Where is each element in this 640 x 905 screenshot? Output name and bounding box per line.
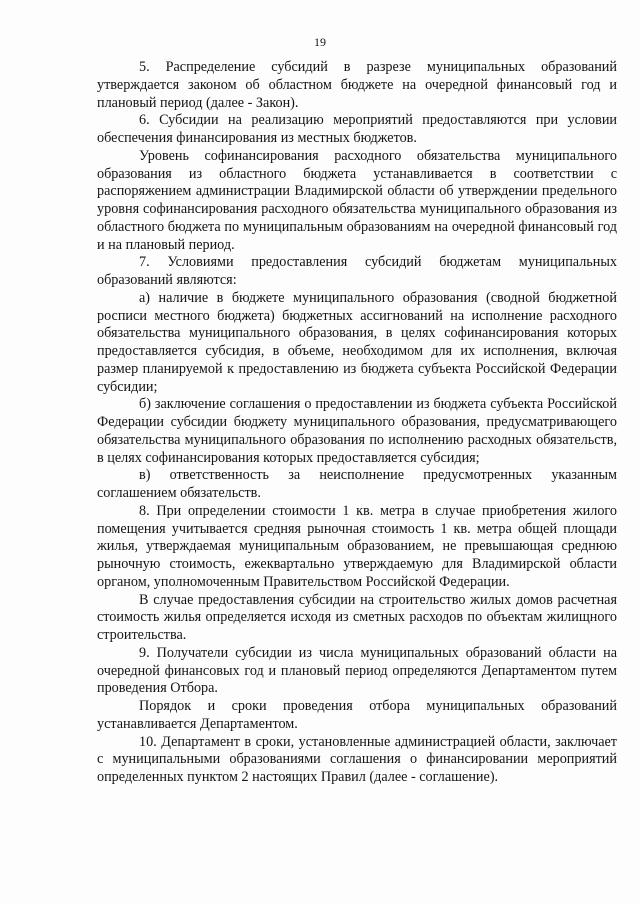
page-number: 19 [314,35,326,49]
paragraph-selection-procedure: Порядок и сроки проведения отбора муниципальных образований устанавливается Департаментом. [97,698,617,732]
paragraph-7b: б) заключение соглашения о предоставлении из бюджета субъекта Российской Федерации субсидии бюджету муниципального образования, предусматривающего обязательства муниципального образования по исполнению расходных обязательств, в целях софинансирования которых предоставляется субсидия; [97,396,617,466]
paragraph-5-subsidy-distribution: 5. Распределение субсидий в разрезе муниципальных образований утверждается законом об областном бюджете на очередной финансовый год и плановый период (далее - Закон). [97,59,617,111]
paragraph-6-funding-condition: 6. Субсидии на реализацию мероприятий предоставляются при условии обеспечения финансирования из местных бюджетов. [97,112,617,146]
paragraph-7-conditions: 7. Условиями предоставления субсидий бюджетам муниципальных образований являются: [97,254,617,288]
document-body [97,59,617,787]
paragraph-7a: а) наличие в бюджете муниципального образования (сводной бюджетной росписи местного бюджета) бюджетных ассигнований на исполнение расходного обязательства муниципального образования, в целях софинансирования которых предоставляется субсидия, в объеме, необходимом для их исполнения, включая размер планируемой к предоставлению из бюджета субъекта Российской Федерации субсидии; [97,289,617,395]
paragraph-9-recipients: 9. Получатели субсидии из числа муниципальных образований области на очередной финансовых год и плановый период определяются Департаментом путем проведения Отбора. [97,644,617,697]
paragraph-construction-cost: В случае предоставления субсидии на строительство жилых домов расчетная стоимость жилья определяется исходя из сметных расходов по объектам жилищного строительства. [97,591,617,643]
paragraph-cofinancing-level: Уровень софинансирования расходного обязательства муниципального образования из областного бюджета устанавливается в соответствии с распоряжением администрации Владимирской области об утверждении предельного уровня софинансирования расходного обязательства муниципального образования из областного бюджета по муниципальным образованиям на очередной финансовый год и на плановый период. [97,147,617,253]
paragraph-8-cost-per-meter: 8. При определении стоимости 1 кв. метра в случае приобретения жилого помещения учитывается средняя рыночная стоимость 1 кв. метра общей площади жилья, утверждаемая муниципальным образованием, не превышающая среднюю рыночную стоимость, ежеквартально утверждаемую для Владимирской области органом, уполномоченным Правительством Российской Федерации. [97,502,617,590]
paragraph-7c: в) ответственность за неисполнение предусмотренных указанным соглашением обязательств. [97,467,617,501]
paragraph-10-agreements: 10. Департамент в сроки, установленные администрацией области, заключает с муниципальными образованиями соглашения о финансировании мероприятий определенных пунктом 2 настоящих Правил (далее - соглашение). [97,733,617,785]
